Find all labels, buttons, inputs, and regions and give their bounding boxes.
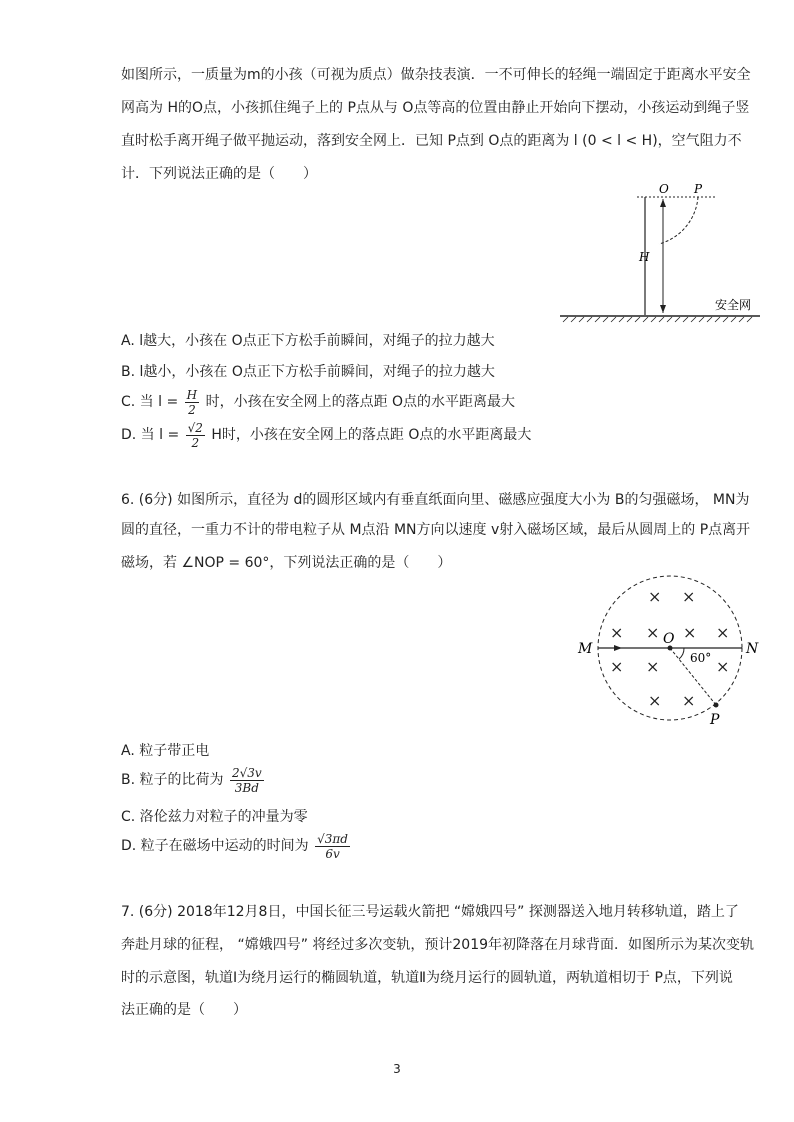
q6-label-p: P (710, 712, 720, 728)
q6-option-d-fraction (315, 832, 350, 861)
q6-option-b-denominator: 3Bd (234, 780, 259, 795)
field-cross: × (610, 623, 624, 642)
field-cross: × (646, 623, 660, 642)
q5-option-d-numerator: √2 (187, 420, 203, 435)
q6-stem-line-3: 磁场，若 ∠NOP = 60°，下列说法正确的是（ ） (121, 555, 452, 571)
q5-option-d-prefix: D. 当 l = (121, 427, 180, 443)
field-cross: × (682, 691, 696, 710)
q6-stem-line-2: 圆的直径，一重力不计的带电粒子从 M点沿 MN方向以速度 v射入磁场区域，最后从圆周上的 P点离开 (121, 522, 751, 538)
q5-option-c (121, 385, 515, 419)
q6-label-n: N (746, 641, 759, 657)
q5-option-d-suffix: H时，小孩在安全网上的落点距 O点的水平距离最大 (211, 427, 532, 443)
field-cross: × (683, 623, 697, 642)
field-cross: × (610, 657, 624, 676)
q7-stem-line-3: 时的示意图，轨道Ⅰ为绕月运行的椭圆轨道，轨道Ⅱ为绕月运行的圆轨道，两轨道相切于 P点，下列说 (121, 970, 733, 986)
field-cross: × (716, 657, 730, 676)
q6-label-m: M (578, 641, 593, 657)
q5-stem-line-2: 网高为 H的O点，小孩抓住绳子上的 P点从与 O点等高的位置由静止开始向下摆动，小孩运动到绳子竖 (121, 100, 750, 116)
field-cross: × (648, 691, 662, 710)
q5-net-label: 安全网 (715, 298, 752, 312)
q6-figure (570, 567, 770, 732)
q5-option-d-denominator: 2 (191, 435, 200, 450)
q5-label-o: O (659, 182, 669, 196)
q5-option-a: A. l越大，小孩在 O点正下方松手前瞬间，对绳子的拉力越大 (121, 333, 495, 349)
q7-stem-line-4: 法正确的是（ ） (121, 1002, 247, 1018)
q6-option-d (121, 829, 352, 863)
q6-label-o: O (663, 631, 675, 647)
q6-option-d-prefix: D. 粒子在磁场中运动的时间为 (121, 838, 309, 854)
q5-option-d (121, 418, 531, 452)
q6-stem-line-1: 6. (6分) 如图所示，直径为 d的圆形区域内有垂直纸面向里、磁感应强度大小为 B的匀强磁场， MN为 (121, 492, 750, 508)
field-cross: × (648, 587, 662, 606)
q5-option-c-denominator: 2 (188, 402, 196, 417)
q6-option-c: C. 洛伦兹力对粒子的冲量为零 (121, 809, 308, 825)
q6-option-d-numerator: √3πd (317, 831, 348, 846)
q6-option-b (121, 763, 266, 797)
q6-option-d-denominator: 6v (325, 846, 340, 861)
q5-stem-line-1: 如图所示，一质量为m的小孩（可视为质点）做杂技表演．一不可伸长的轻绳一端固定于距离水平安全 (121, 67, 751, 83)
q5-option-c-suffix: 时，小孩在安全网上的落点距 O点的水平距离最大 (205, 394, 516, 410)
q5-stem-line-4: 计．下列说法正确的是（ ） (121, 166, 317, 182)
q6-option-b-fraction (230, 766, 264, 795)
page-number: 3 (393, 1062, 401, 1076)
field-cross: × (646, 657, 660, 676)
q5-label-p: P (694, 182, 703, 196)
q5-option-c-prefix: C. 当 l = (121, 394, 179, 410)
q5-label-h: H (639, 250, 650, 264)
q6-option-a: A. 粒子带正电 (121, 743, 210, 759)
q6-angle-label: 60° (690, 651, 712, 665)
q5-option-b: B. l越小，小孩在 O点正下方松手前瞬间，对绳子的拉力越大 (121, 364, 495, 380)
field-cross: × (682, 587, 696, 606)
field-cross: × (716, 623, 730, 642)
q7-stem-line-1: 7. (6分) 2018年12月8日，中国长征三号运载火箭把 “嫦娥四号” 探测器送入地月转移轨道，踏上了 (121, 904, 739, 920)
q5-option-c-fraction (185, 388, 199, 417)
q5-option-d-fraction (186, 421, 205, 450)
q5-figure (555, 180, 765, 325)
q5-stem-line-3: 直时松手离开绳子做平抛运动，落到安全网上．已知 P点到 O点的距离为 l (0 < l < H)，空气阻力不 (121, 133, 742, 149)
q7-stem-line-2: 奔赴月球的征程， “嫦娥四号” 将经过多次变轨，预计2019年初降落在月球背面．如图所示为某次变轨 (121, 937, 755, 953)
q6-option-b-prefix: B. 粒子的比荷为 (121, 772, 224, 788)
q5-option-c-numerator: H (186, 387, 198, 402)
q6-option-b-numerator: 2√3v (231, 765, 262, 780)
